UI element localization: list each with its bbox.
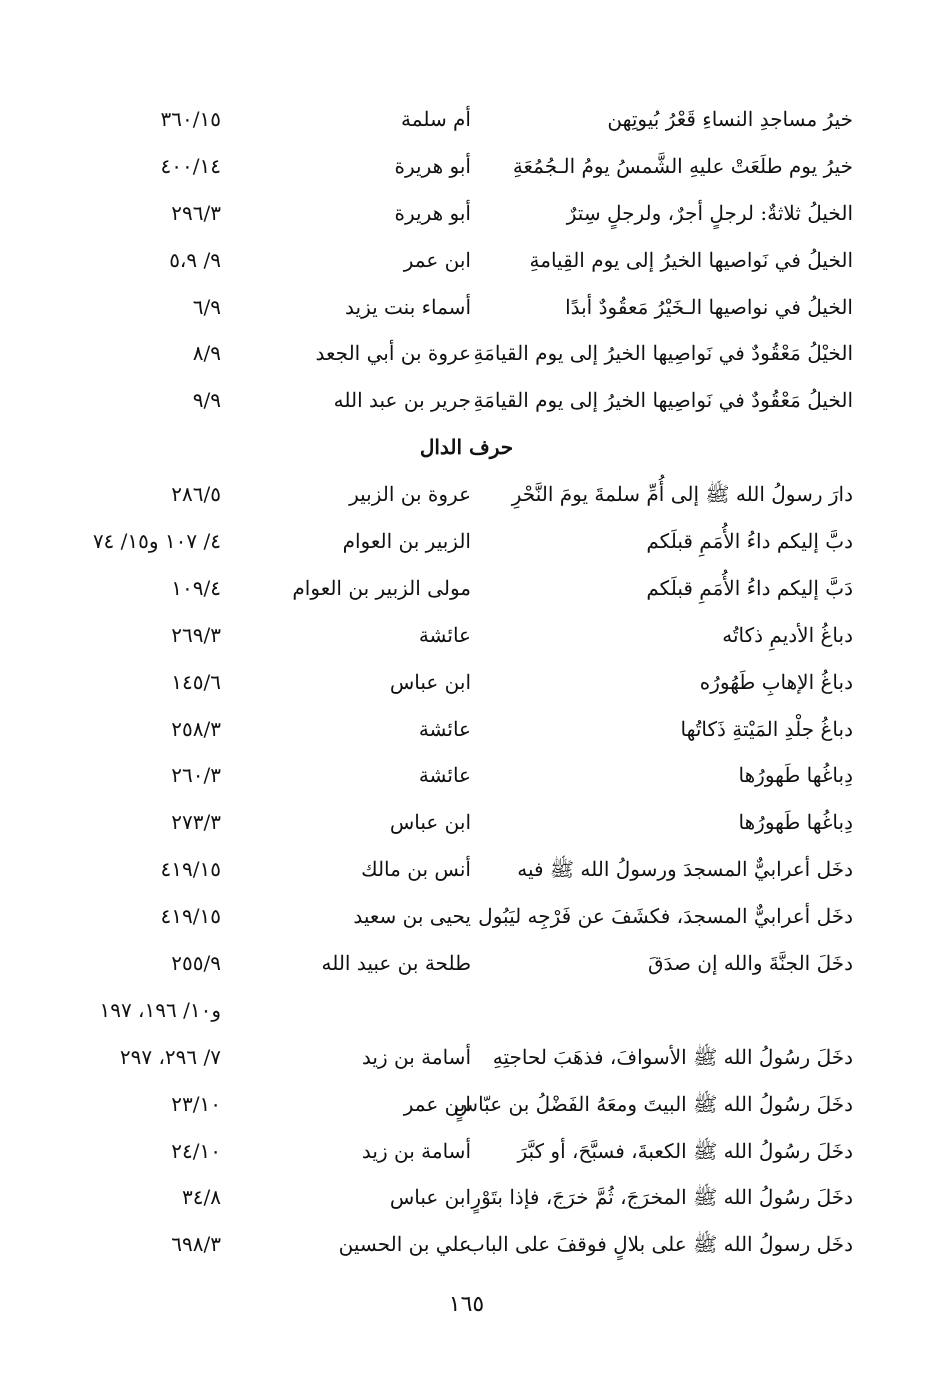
- hadith-text: دبَّ إليكم داءُ الأُمَمِ قبلَكم: [646, 529, 853, 554]
- volume-page-ref: ٦/٩: [192, 294, 221, 319]
- volume-page-ref: ٤٠٠/١٤: [160, 153, 221, 178]
- narrator-name: ابن عباس: [389, 669, 471, 694]
- narrator-name: يحيى بن سعيد: [353, 904, 471, 929]
- hadith-text: خيرُ مساجدِ النساءِ قَعْرُ بُيوتِهن: [607, 107, 853, 131]
- index-row: [0, 1128, 933, 1175]
- hadith-text: الخيْلُ مَعْقُودٌ في نَواصِيها الخيرُ إلى يوم القيامَةِ: [473, 341, 853, 366]
- volume-page-ref: ٦٩٨/٣: [171, 1232, 221, 1257]
- volume-page-ref: ٣٤/٨: [182, 1185, 221, 1210]
- narrator-name: أسماء بنت يزيد: [345, 294, 471, 319]
- hadith-text: دخَلَ رسُولُ الله ﷺ البيتَ ومعَهُ الفَضْلُ بن عبّاسٍ: [453, 1091, 853, 1116]
- volume-page-ref: ٤/ ١٠٧ و١٥/ ٧٤: [92, 529, 221, 554]
- hadith-text: الخيلُ في نواصيها الـخَيْرُ مَعقُودٌ أبدًا: [565, 294, 853, 319]
- index-row: [0, 940, 933, 987]
- volume-page-ref: ٢٨٦/٥: [171, 482, 221, 507]
- index-row: [0, 1081, 933, 1128]
- section-heading-text: حرف الدال: [419, 435, 514, 460]
- volume-page-ref: ٢٦٩/٣: [171, 622, 221, 647]
- narrator-name: جرير بن عبد الله: [333, 388, 471, 413]
- narrator-name: عائشة: [418, 622, 471, 647]
- index-row: [0, 752, 933, 799]
- volume-page-ref: ٢٥٥/٩: [171, 951, 221, 976]
- index-row: [0, 1174, 933, 1221]
- narrator-name: ابن عباس: [389, 1185, 471, 1210]
- index-row: [0, 190, 933, 237]
- volume-page-ref: ١٠٩/٤: [171, 575, 221, 600]
- index-row: [0, 565, 933, 612]
- hadith-text: دخَلَ الجنَّةَ والله إن صدَقَ: [647, 951, 853, 976]
- volume-page-ref: و١٠/ ١٩٦، ١٩٧: [99, 997, 221, 1022]
- index-row: [0, 659, 933, 706]
- index-row: [0, 96, 933, 143]
- index-row: [0, 377, 933, 424]
- index-row: [0, 471, 933, 518]
- hadith-text: دباغُ جلْدِ المَيْتةِ ذَكاتُها: [680, 716, 853, 741]
- volume-page-ref: ٣٦٠/١٥: [160, 107, 221, 131]
- hadith-index-list: [0, 96, 933, 1268]
- hadith-text: دباغُ الإهابِ طَهُورُه: [699, 669, 853, 694]
- section-heading: [0, 424, 933, 471]
- narrator-name: طلحة بن عبيد الله: [321, 951, 471, 976]
- index-row: [0, 330, 933, 377]
- narrator-name: ابن عباس: [389, 810, 471, 835]
- hadith-text: دخَل أعرابيٌّ المسجدَ، فكشَفَ عن فَرْجِه ليَبُول: [478, 904, 853, 929]
- hadith-text: دخَل أعرابيٌّ المسجدَ ورسولُ الله ﷺ فيه: [517, 857, 853, 882]
- index-row: [0, 143, 933, 190]
- hadith-text: دخَلَ رسُولُ الله ﷺ المخرَجَ، ثُمَّ خرَجَ، فإذا بتَوْرٍ: [471, 1185, 853, 1210]
- hadith-text: دخَلَ رسُولُ الله ﷺ الأسوافَ، فذهَبَ لحاجتِهِ: [492, 1044, 853, 1069]
- page-number: ١٦٥: [448, 1292, 485, 1317]
- volume-page-ref: ٧/ ٢٩٦، ٢٩٧: [119, 1044, 221, 1069]
- hadith-text: دارَ رسولُ الله ﷺ إلى أُمِّ سلمةَ يومَ النَّحْرِ: [511, 482, 853, 507]
- narrator-name: ابن عمر: [403, 247, 471, 272]
- index-row: [0, 237, 933, 284]
- hadith-text: دخَلَ رسُولُ الله ﷺ الكعبةَ، فسبَّحَ، أو كبَّرَ: [517, 1138, 853, 1163]
- volume-page-ref: ٤١٩/١٥: [160, 857, 221, 882]
- index-row: [0, 612, 933, 659]
- narrator-name: عائشة: [418, 763, 471, 788]
- volume-page-ref: ٢٩٦/٣: [171, 200, 221, 225]
- index-row: [0, 893, 933, 940]
- index-row: [0, 799, 933, 846]
- hadith-text: دباغُ الأديمِ ذكاتُه: [722, 622, 853, 647]
- hadith-text: الخيلُ ثلاثةٌ: لرجلٍ أجرٌ، ولرجلٍ سِترٌ: [566, 200, 853, 225]
- index-row: [0, 284, 933, 331]
- narrator-name: أسامة بن زيد: [361, 1138, 471, 1163]
- index-row: [0, 518, 933, 565]
- volume-page-ref: ١٤٥/٦: [171, 669, 221, 694]
- narrator-name: أبو هريرة: [394, 153, 471, 178]
- index-row: [0, 987, 933, 1034]
- index-row: [0, 1034, 933, 1081]
- hadith-text: الخيلُ في نَواصيها الخيرُ إلى يوم القِيامةِ: [529, 247, 853, 272]
- narrator-name: ابن عمر: [403, 1091, 471, 1116]
- volume-page-ref: ٢٥٨/٣: [171, 716, 221, 741]
- hadith-text: دِباغُها طَهورُها: [738, 763, 853, 788]
- narrator-name: أسامة بن زيد: [361, 1044, 471, 1069]
- volume-page-ref: ٨/٩: [192, 341, 221, 366]
- volume-page-ref: ٢٣/١٠: [171, 1091, 221, 1116]
- volume-page-ref: ٢٦٠/٣: [171, 763, 221, 788]
- hadith-text: الخيلُ مَعْقُودٌ في نَواصِيها الخيرُ إلى يوم القيامَةِ: [473, 388, 853, 413]
- volume-page-ref: ٤١٩/١٥: [160, 904, 221, 929]
- hadith-text: دخَل رسولُ الله ﷺ على بلالٍ فوقفَ على الباب: [466, 1232, 853, 1257]
- volume-page-ref: ٢٤/١٠: [171, 1138, 221, 1163]
- hadith-text: خيرُ يوم طلَعَتْ عليهِ الشَّمسُ يومُ الـجُمُعَةِ: [512, 153, 853, 178]
- narrator-name: الزبير بن العوام: [342, 529, 471, 554]
- index-row: [0, 1221, 933, 1268]
- narrator-name: علي بن الحسين: [338, 1232, 471, 1257]
- index-row: [0, 706, 933, 753]
- narrator-name: أبو هريرة: [394, 200, 471, 225]
- hadith-text: دَبَّ إليكم داءُ الأُمَمِ قبلَكم: [646, 575, 853, 600]
- narrator-name: أم سلمة: [401, 107, 471, 131]
- volume-page-ref: ٢٧٣/٣: [171, 810, 221, 835]
- narrator-name: مولى الزبير بن العوام: [292, 575, 471, 600]
- volume-page-ref: ٩/٩: [192, 388, 221, 413]
- narrator-name: عائشة: [418, 716, 471, 741]
- index-row: [0, 846, 933, 893]
- narrator-name: أنس بن مالك: [361, 857, 471, 882]
- hadith-text: دِباغُها طَهورُها: [738, 810, 853, 835]
- narrator-name: عروة بن أبي الجعد: [315, 341, 471, 366]
- narrator-name: عروة بن الزبير: [349, 482, 471, 507]
- volume-page-ref: ٩/ ٥،٩: [169, 247, 221, 272]
